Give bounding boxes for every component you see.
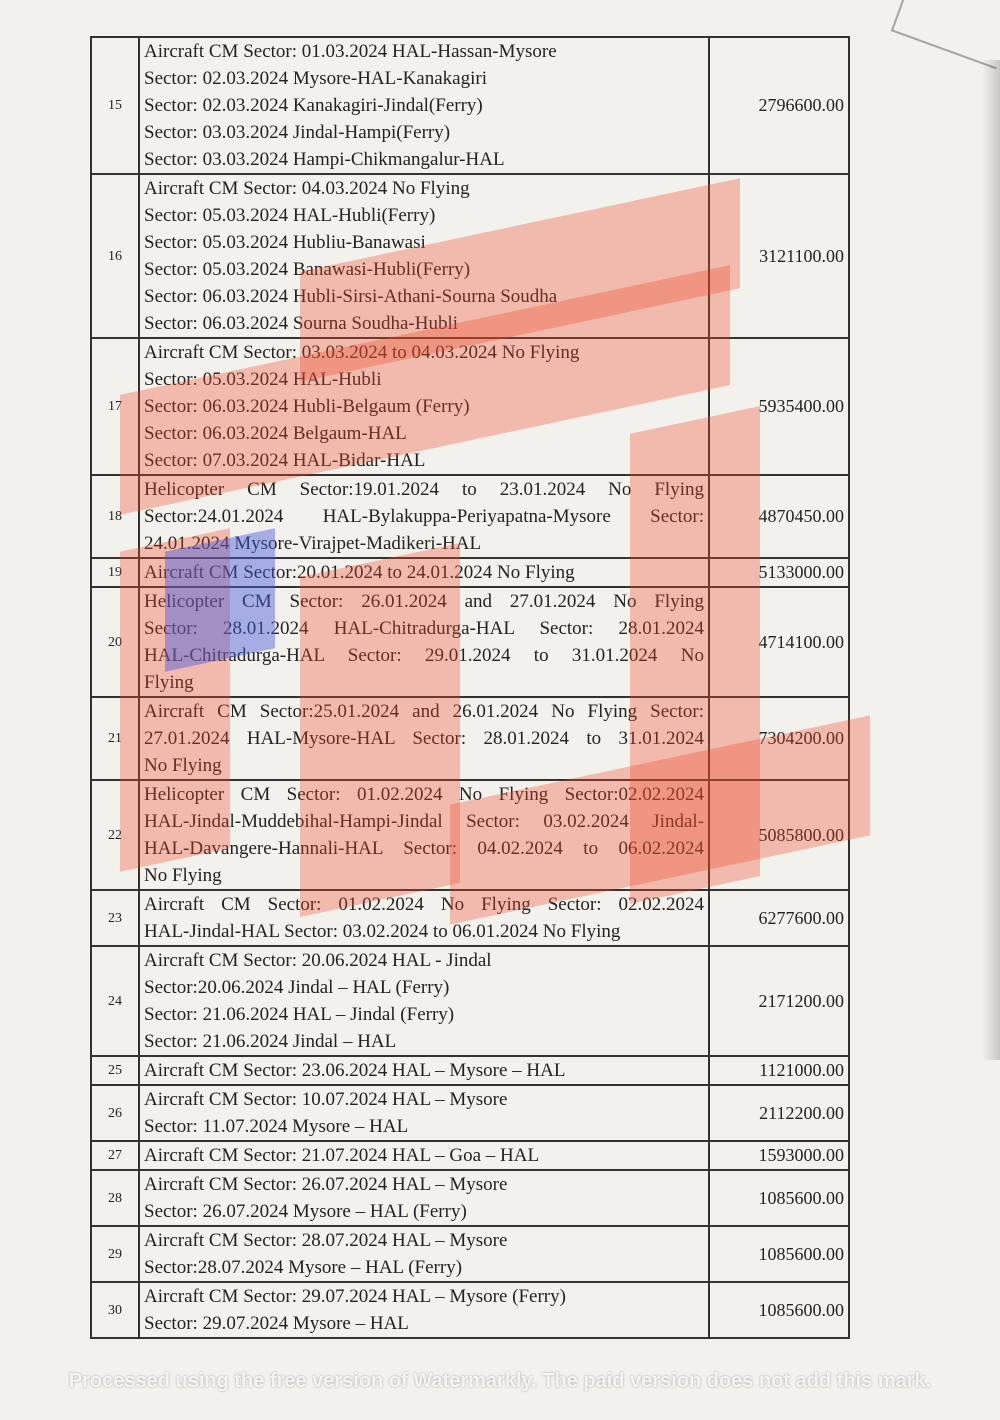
table-row [91, 1226, 849, 1282]
sector-description-cell [139, 697, 709, 780]
sector-line: Sector: 03.03.2024 Hampi-Chikmangalur-HAL [144, 149, 505, 170]
sector-line: Sector: 26.07.2024 Mysore – HAL (Ferry) [144, 1201, 467, 1222]
sector-line: 27.01.2024 HAL-Mysore-HAL Sector: 28.01.2024 to 31.01.2024 [144, 728, 704, 749]
sector-line: Sector: 28.01.2024 HAL-Chitradurga-HAL Sector: 28.01.2024 [144, 618, 704, 639]
amount-cell: 1593000.00 [709, 1141, 849, 1170]
amount-cell: 4714100.00 [709, 587, 849, 697]
amount-cell: 4870450.00 [709, 475, 849, 558]
serial-number-cell: 19 [91, 558, 139, 587]
table-row [91, 890, 849, 946]
sector-line: Sector: 06.03.2024 Sourna Soudha-Hubli [144, 313, 459, 334]
table-row [91, 1141, 849, 1170]
amount-cell: 5133000.00 [709, 558, 849, 587]
sector-line: Sector: 05.03.2024 HAL-Hubli [144, 369, 382, 390]
footer-watermark: Processed using the free version of Watermarkly. The paid version does not add this mark. [68, 1370, 932, 1392]
sector-line: HAL-Jindal-Muddebihal-Hampi-Jindal Sector: 03.02.2024 Jindal- [144, 811, 704, 832]
serial-number-cell: 18 [91, 475, 139, 558]
sector-line: Sector: 03.03.2024 Jindal-Hampi(Ferry) [144, 122, 451, 143]
sector-line: Aircraft CM Sector: 26.07.2024 HAL – Mysore [144, 1174, 508, 1195]
sector-line: Helicopter CM Sector: 01.02.2024 No Flying Sector:02.02.2024 [144, 784, 704, 805]
sector-line: Helicopter CM Sector: 26.01.2024 and 27.01.2024 No Flying [144, 591, 704, 612]
serial-number-cell: 27 [91, 1141, 139, 1170]
page-edge-shadow [982, 60, 1000, 1060]
sector-line: Sector:20.06.2024 Jindal – HAL (Ferry) [144, 977, 450, 998]
sector-description-cell [139, 37, 709, 174]
sector-line: Aircraft CM Sector: 01.03.2024 HAL-Hassan-Mysore [144, 41, 557, 62]
sector-description-cell [139, 890, 709, 946]
sector-description-cell [139, 174, 709, 338]
table-row [91, 1085, 849, 1141]
table-row [91, 780, 849, 890]
serial-number-cell: 21 [91, 697, 139, 780]
table-row [91, 697, 849, 780]
sector-description-cell [139, 1085, 709, 1141]
sector-line: HAL-Jindal-HAL Sector: 03.02.2024 to 06.01.2024 No Flying [144, 921, 621, 942]
sector-line: Sector: 07.03.2024 HAL-Bidar-HAL [144, 450, 426, 471]
table-row [91, 587, 849, 697]
serial-number-cell: 25 [91, 1056, 139, 1085]
sector-line: 24.01.2024 Mysore-Virajpet-Madikeri-HAL [144, 533, 482, 554]
sector-line: Sector: 21.06.2024 Jindal – HAL [144, 1031, 397, 1052]
sector-line: Sector: 29.07.2024 Mysore – HAL [144, 1313, 409, 1334]
amount-cell: 1121000.00 [709, 1056, 849, 1085]
sector-line: Sector: 06.03.2024 Belgaum-HAL [144, 423, 407, 444]
sector-description-cell [139, 1226, 709, 1282]
sector-line: Sector:28.07.2024 Mysore – HAL (Ferry) [144, 1257, 463, 1278]
sector-description-cell [139, 1170, 709, 1226]
serial-number-cell: 22 [91, 780, 139, 890]
serial-number-cell: 15 [91, 37, 139, 174]
serial-number-cell: 24 [91, 946, 139, 1056]
sector-line: Aircraft CM Sector: 20.06.2024 HAL - Jindal [144, 950, 492, 971]
amount-cell: 2112200.00 [709, 1085, 849, 1141]
serial-number-cell: 20 [91, 587, 139, 697]
sector-line: Sector: 05.03.2024 HAL-Hubli(Ferry) [144, 205, 436, 226]
amount-cell: 1085600.00 [709, 1282, 849, 1338]
sector-line: Aircraft CM Sector: 01.02.2024 No Flying Sector: 02.02.2024 [144, 894, 704, 915]
table-row [91, 338, 849, 475]
sector-description-cell [139, 558, 709, 587]
sector-line: Aircraft CM Sector:25.01.2024 and 26.01.2024 No Flying Sector: [144, 701, 704, 722]
sector-line: Sector: 05.03.2024 Hubliu-Banawasi [144, 232, 426, 253]
corner-stamp-mark [891, 0, 1000, 69]
sector-line: HAL-Chitradurga-HAL Sector: 29.01.2024 to 31.01.2024 No [144, 645, 704, 666]
sector-description-cell [139, 475, 709, 558]
amount-cell: 2171200.00 [709, 946, 849, 1056]
serial-number-cell: 28 [91, 1170, 139, 1226]
sector-line: Sector: 02.03.2024 Mysore-HAL-Kanakagiri [144, 68, 487, 89]
amount-cell: 1085600.00 [709, 1226, 849, 1282]
sector-line: Aircraft CM Sector: 10.07.2024 HAL – Mysore [144, 1089, 508, 1110]
sector-line: Aircraft CM Sector: 29.07.2024 HAL – Mysore (Ferry) [144, 1286, 566, 1307]
amount-cell: 5085800.00 [709, 780, 849, 890]
sector-description-cell [139, 780, 709, 890]
sector-line: Sector: 05.03.2024 Banawasi-Hubli(Ferry) [144, 259, 471, 280]
sector-description-cell [139, 1056, 709, 1085]
serial-number-cell: 30 [91, 1282, 139, 1338]
serial-number-cell: 29 [91, 1226, 139, 1282]
sector-line: HAL-Davangere-Hannali-HAL Sector: 04.02.2024 to 06.02.2024 [144, 838, 704, 859]
amount-cell: 2796600.00 [709, 37, 849, 174]
sector-line: No Flying [144, 755, 222, 776]
sector-line: No Flying [144, 865, 222, 886]
table-row [91, 558, 849, 587]
amount-cell: 5935400.00 [709, 338, 849, 475]
table-row [91, 1170, 849, 1226]
sector-line: Aircraft CM Sector: 23.06.2024 HAL – Mysore – HAL [144, 1060, 566, 1081]
sector-line: Sector: 06.03.2024 Hubli-Sirsi-Athani-Sourna Soudha [144, 286, 558, 307]
sector-line: Sector: 11.07.2024 Mysore – HAL [144, 1116, 409, 1137]
sector-line: Helicopter CM Sector:19.01.2024 to 23.01.2024 No Flying [144, 479, 704, 500]
sector-line: Flying [144, 672, 194, 693]
sector-description-cell [139, 1141, 709, 1170]
serial-number-cell: 26 [91, 1085, 139, 1141]
sector-description-cell [139, 338, 709, 475]
sector-line: Aircraft CM Sector: 28.07.2024 HAL – Mysore [144, 1230, 508, 1251]
table-row [91, 475, 849, 558]
table-body [91, 37, 849, 1338]
flight-charges-table [90, 36, 850, 1339]
sector-description-cell [139, 1282, 709, 1338]
sector-line: Aircraft CM Sector: 04.03.2024 No Flying [144, 178, 470, 199]
sector-description-cell [139, 587, 709, 697]
sector-line: Sector: 02.03.2024 Kanakagiri-Jindal(Ferry) [144, 95, 483, 116]
table-row [91, 174, 849, 338]
sector-line: Sector:24.01.2024 HAL-Bylakuppa-Periyapatna-Mysore Sector: [144, 506, 704, 527]
amount-cell: 6277600.00 [709, 890, 849, 946]
sector-line: Aircraft CM Sector: 21.07.2024 HAL – Goa – HAL [144, 1145, 540, 1166]
amount-cell: 7304200.00 [709, 697, 849, 780]
amount-cell: 3121100.00 [709, 174, 849, 338]
sector-description-cell [139, 946, 709, 1056]
sector-line: Aircraft CM Sector: 03.03.2024 to 04.03.2024 No Flying [144, 342, 580, 363]
serial-number-cell: 23 [91, 890, 139, 946]
sector-line: Sector: 06.03.2024 Hubli-Belgaum (Ferry) [144, 396, 470, 417]
sector-line: Aircraft CM Sector:20.01.2024 to 24.01.2024 No Flying [144, 562, 575, 583]
table-row [91, 1056, 849, 1085]
table-row [91, 1282, 849, 1338]
sector-line: Sector: 21.06.2024 HAL – Jindal (Ferry) [144, 1004, 455, 1025]
amount-cell: 1085600.00 [709, 1170, 849, 1226]
table-row [91, 37, 849, 174]
serial-number-cell: 17 [91, 338, 139, 475]
serial-number-cell: 16 [91, 174, 139, 338]
table-row [91, 946, 849, 1056]
